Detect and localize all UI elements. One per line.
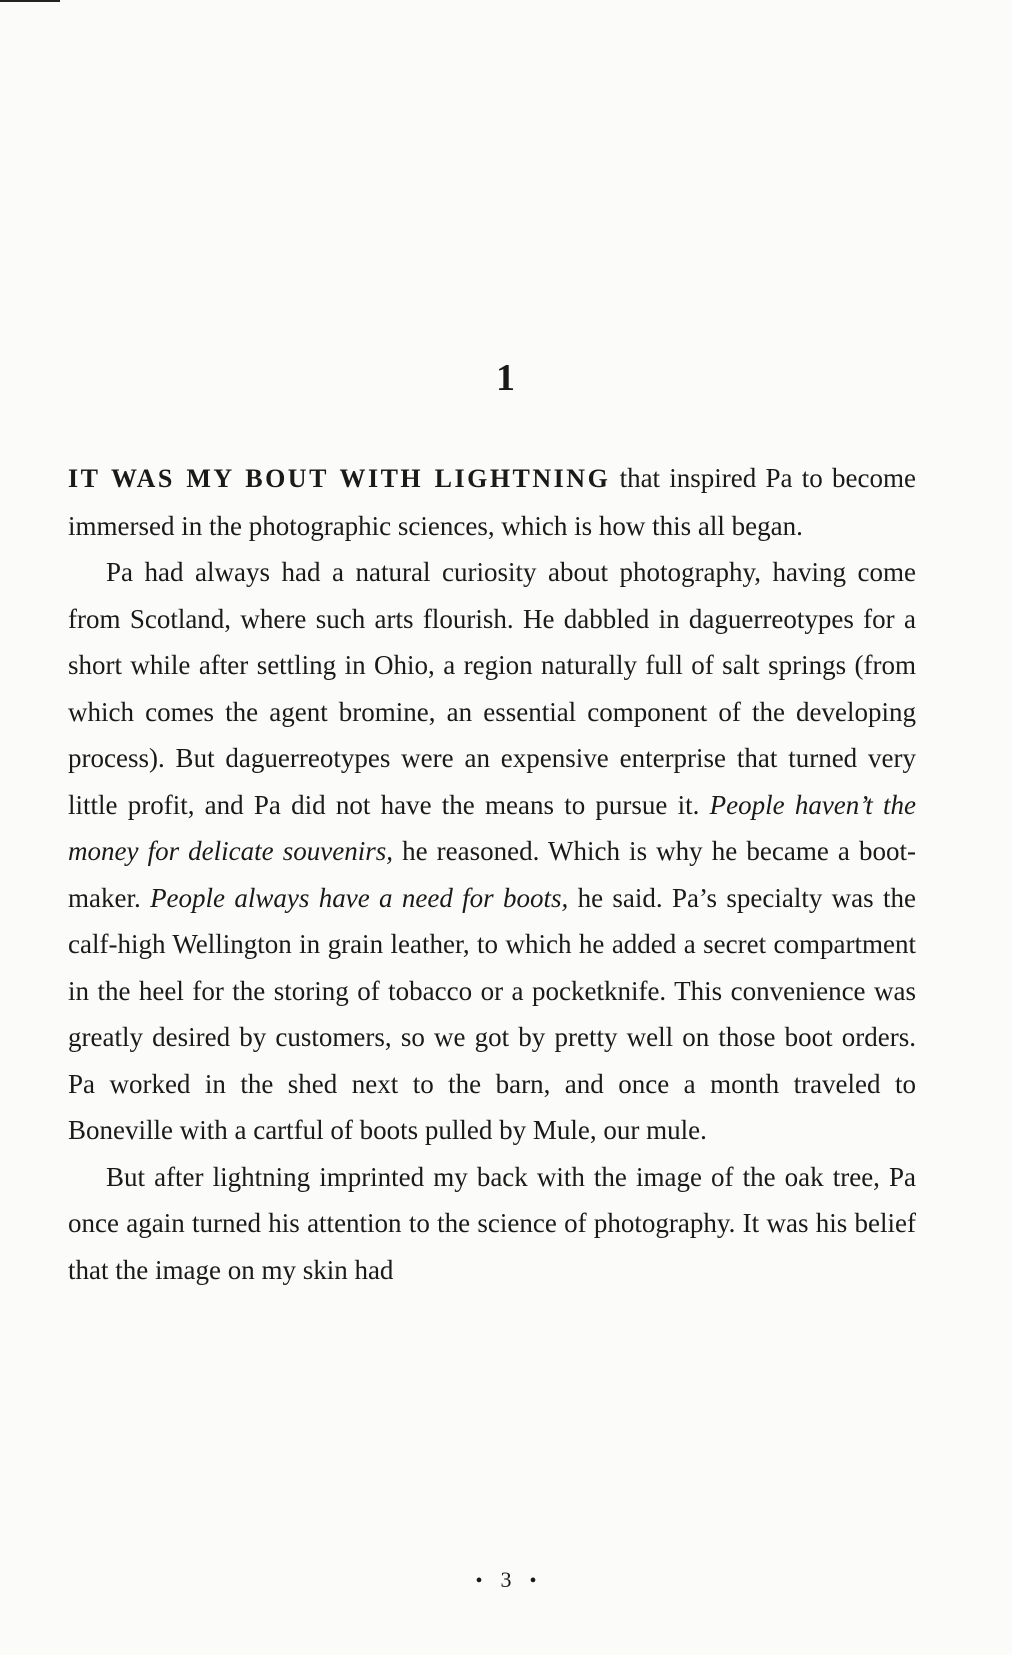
- paragraph-2-text-b: he reasoned. Which is why he became a boot-maker.: [68, 836, 916, 913]
- paragraph-2-text-c: he said. Pa’s specialty was the calf-high Wellington in grain leather, to which he added a secret compartment in the heel for the storing of tobacco or a pocketknife. This convenience was greatly desired by customers, so we got by pretty well on those boot orders. Pa worked in the shed next to the barn, and once a month traveled to Boneville with a cartful of boots pulled by Mule, our mule.: [68, 882, 916, 1145]
- paragraph-1: [68, 455, 916, 549]
- page-number: 3: [500, 1567, 512, 1592]
- paragraph-2-text-a: Pa had always had a natural curiosity about photography, having come from Scotland, where such arts flourish. He dabbled in daguerreotypes for a short while after settling in Ohio, a region naturally full of salt springs (from which comes the agent bromine, an essential component of the developing process). But daguerreotypes were an expensive enterprise that turned very little profit, and Pa did not have the means to pursue it.: [68, 557, 916, 820]
- paragraph-3: [68, 1154, 916, 1294]
- page-footer: [0, 1567, 1012, 1593]
- italic-quote-2: People always have a need for boots,: [150, 882, 569, 913]
- opening-small-caps: IT WAS MY BOUT WITH LIGHTNING: [68, 464, 611, 493]
- italic-quote-1: People haven’t the money for delicate souvenirs,: [68, 789, 916, 866]
- body-text: [68, 455, 916, 1293]
- footer-dot-left: •: [475, 1570, 483, 1592]
- page-edge-mark: [0, 0, 60, 2]
- paragraph-3-text: But after lightning imprinted my back with the image of the oak tree, Pa once again turned his attention to the science of photography. It was his belief that the image on my skin had: [68, 1161, 916, 1285]
- paragraph-1-text: that inspired Pa to become immersed in the photographic sciences, which is how this all began.: [68, 463, 916, 541]
- paragraph-2: [68, 549, 916, 1154]
- chapter-number: 1: [496, 357, 516, 399]
- footer-dot-right: •: [529, 1570, 537, 1592]
